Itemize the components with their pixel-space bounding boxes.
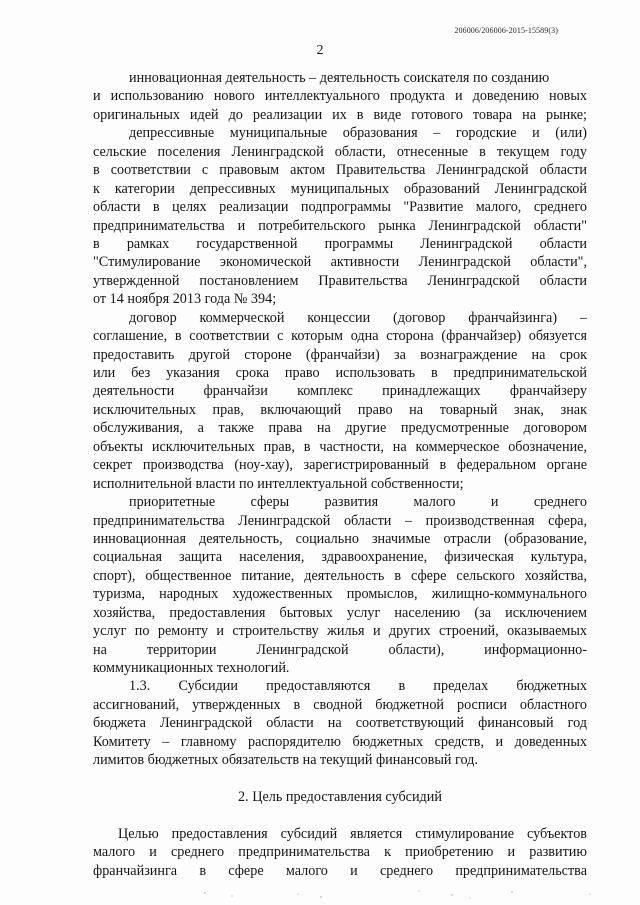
text-line: лимитов бюджетных обязательств на текущий финансовый год.: [93, 752, 478, 769]
text-line: хозяйства, предоставления бытовых услуг населению (за исключением: [93, 604, 587, 621]
text-line: в соответствии с правовым актом Правительства Ленинградской области: [93, 162, 587, 179]
text-line: исключительных прав, включающий право на товарный знак, знак: [93, 401, 587, 418]
text-line: области в целях реализации подпрограммы "Развитие малого, среднего: [93, 199, 587, 216]
text-line: коммуникационных технологий.: [93, 660, 290, 676]
text-line: Целью предоставления субсидий является стимулирование субъектов: [118, 825, 587, 842]
text-line: ассигнований, утвержденных в сводной бюджетной росписи областного: [93, 696, 587, 713]
document-registration-code: 206006/206006-2015-15589(3): [454, 26, 558, 35]
text-line: объекты исключительных прав, в частности, на коммерческое обозначение,: [93, 438, 587, 455]
section-heading: 2. Цель предоставления субсидий: [238, 789, 442, 806]
text-line: секрет производства (ноу-хау), зарегистрированный в федеральном органе: [93, 457, 587, 474]
text-line: от 14 ноября 2013 года № 394;: [93, 291, 277, 308]
text-line: 1.3. Субсидии предоставляются в пределах бюджетных: [129, 678, 587, 695]
document-body: [93, 69, 587, 880]
text-line: "Стимулирование экономической активности Ленинградской области",: [93, 254, 587, 271]
text-line: социальная защита населения, здравоохранение, физическая культура,: [93, 549, 587, 566]
text-line: приоритетные сферы развития малого и среднего: [129, 494, 587, 511]
blank-line: [93, 770, 587, 788]
text-line: инновационная деятельность, социально значимые отрасли (образование,: [93, 530, 587, 547]
text-line: на территории Ленинградской области), информационно-: [93, 641, 587, 658]
text-line: предоставить другой стороне (франчайзи) за вознаграждение на срок: [93, 346, 587, 363]
text-line: Комитету – главному распорядителю бюджетных средств, и доведенных: [93, 733, 587, 750]
text-line: сельские поселения Ленинградской области, отнесенные в текущем году: [93, 143, 587, 160]
text-line: исполнительной власти по интеллектуальной собственности;: [93, 475, 464, 492]
text-line: оригинальных идей до реализации их в виде готового товара на рынке;: [93, 106, 587, 123]
text-line: услуг по ремонту и строительству жилья и других строений, оказываемых: [93, 623, 587, 640]
text-line: к категории депрессивных муниципальных образований Ленинградской: [93, 180, 587, 197]
scan-specks: [0, 885, 640, 905]
text-line: утвержденной постановлением Правительства Ленинградской области: [93, 272, 587, 289]
page-number: 2: [316, 43, 324, 58]
text-line: спорт), общественное питание, деятельность в сфере сельского хозяйства,: [93, 567, 587, 584]
text-line: или без указания срока право использовать в предпринимательской: [93, 365, 587, 381]
text-line: предпринимательства Ленинградской области – производственная сфера,: [93, 512, 587, 529]
text-line: в рамках государственной программы Ленинградской области: [93, 235, 587, 252]
text-line: туризма, народных художественных промыслов, жилищно-коммунального: [93, 586, 587, 603]
text-line: договор коммерческой концессии (договор франчайзинга) –: [129, 309, 587, 326]
blank-line: [93, 807, 587, 825]
text-line: предпринимательства и потребительского рынка Ленинградской области": [93, 217, 587, 234]
text-line: депрессивные муниципальные образования – городские и (или): [129, 125, 587, 142]
text-line: соглашение, в соответствии с которым одна сторона (франчайзер) обязуется: [93, 328, 587, 345]
text-line: франчайзинга в сфере малого и среднего предпринимательства: [93, 862, 587, 879]
text-line: бюджета Ленинградской области на соответствующий финансовый год: [93, 715, 587, 732]
text-line: обслуживания, а также права на другие предусмотренные договором: [93, 420, 587, 437]
text-line: и использованию нового интеллектуального продукта и доведению новых: [93, 88, 587, 105]
text-line: деятельности франчайзи комплекс принадлежащих франчайзеру: [93, 383, 587, 400]
text-line: инновационная деятельность – деятельность соискателя по созданию: [129, 70, 550, 86]
text-line: малого и среднего предпринимательства к приобретению и развитию: [93, 844, 587, 861]
